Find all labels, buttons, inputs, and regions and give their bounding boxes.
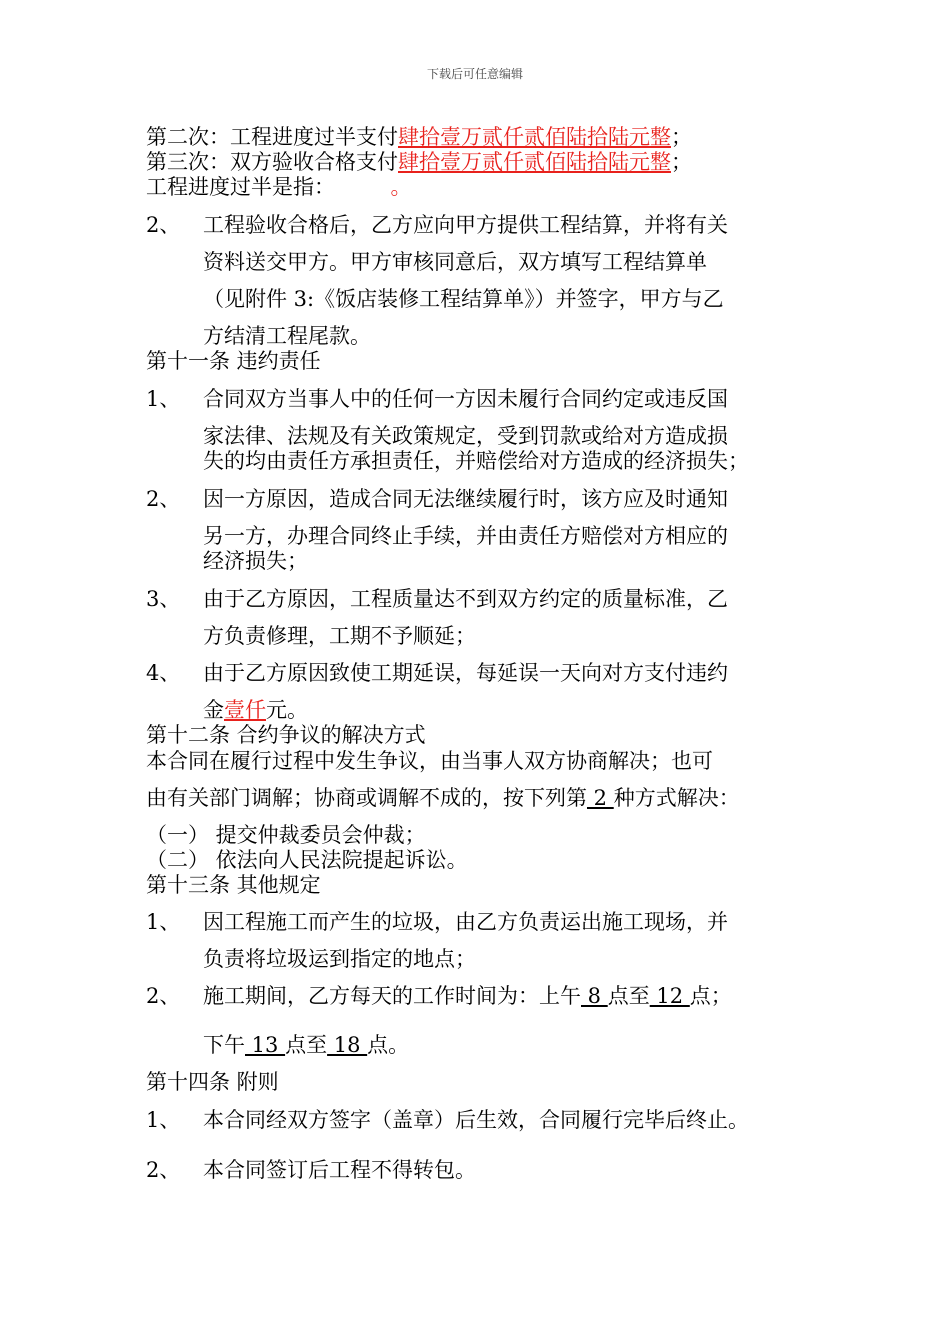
payment-half-label: 工程进度过半是指： xyxy=(146,175,325,199)
art10-item2-line: （见附件 3:《饭店装修工程结算单》）并签字，甲方与乙 xyxy=(203,287,724,311)
afternoon-end-hour: 18 xyxy=(327,1033,368,1057)
art12-option2: （二） 依法向人民法院提起诉讼。 xyxy=(146,848,468,872)
art10-item2-line: 工程验收合格后，乙方应向甲方提供工程结算，并将有关 xyxy=(203,213,728,237)
art11-title: 第十一条 违约责任 xyxy=(146,349,321,373)
art11-item1-line: 家法律、法规及有关政策规定，受到罚款或给对方造成损 xyxy=(203,424,728,448)
morning-end-hour: 12 xyxy=(649,984,690,1008)
art11-item4-line1: 由于乙方原因致使工期延误，每延误一天向对方支付违约 xyxy=(203,661,728,685)
art10-item2-number: 2、 xyxy=(146,213,181,237)
art11-item4-suffix: 元。 xyxy=(266,698,308,722)
dispute-method-choice: 2 xyxy=(587,786,614,810)
art14-title: 第十四条 附则 xyxy=(146,1070,279,1094)
art14-item1-line: 本合同经双方签字（盖章）后生效，合同履行完毕后终止。 xyxy=(203,1108,749,1132)
art12-line2-prefix: 由有关部门调解；协商或调解不成的，按下列第 xyxy=(146,786,587,810)
payment-third-label: 第三次：双方验收合格支付 xyxy=(146,150,398,174)
art11-item3-line: 方负责修理，工期不予顺延； xyxy=(203,624,476,648)
art10-item2-line: 方结清工程尾款。 xyxy=(203,324,371,348)
payment-half-value: 。 xyxy=(390,175,412,199)
art11-item3-number: 3、 xyxy=(146,587,181,611)
art11-item2-line: 因一方原因，造成合同无法继续履行时，该方应及时通知 xyxy=(203,487,728,511)
art13-item1-line: 因工程施工而产生的垃圾，由乙方负责运出施工现场，并 xyxy=(203,910,728,934)
art12-line1: 本合同在履行过程中发生争议，由当事人双方协商解决；也可 xyxy=(146,749,713,773)
work-hours-to: 点至 xyxy=(607,984,650,1008)
work-hours-suffix: 点； xyxy=(689,984,732,1008)
art12-line2-suffix: 种方式解决： xyxy=(613,786,740,810)
art11-item1-line: 合同双方当事人中的任何一方因未履行合同约定或违反国 xyxy=(203,387,728,411)
work-hours-prefix: 施工期间，乙方每天的工作时间为：上午 xyxy=(203,984,581,1008)
payment-second-line xyxy=(146,124,692,150)
art11-item3-line: 由于乙方原因，工程质量达不到双方约定的质量标准，乙 xyxy=(203,587,728,611)
art11-item4-prefix: 金 xyxy=(203,698,224,722)
art10-item2-line: 资料送交甲方。甲方审核同意后，双方填写工程结算单 xyxy=(203,250,707,274)
art13-item1-number: 1、 xyxy=(146,910,181,934)
payment-second-label: 第二次：工程进度过半支付 xyxy=(146,125,398,149)
page-header: 下载后可任意编辑 xyxy=(426,67,523,81)
morning-start-hour: 8 xyxy=(581,984,608,1008)
art13-item2-line2 xyxy=(203,1032,409,1058)
afternoon-start-hour: 13 xyxy=(245,1033,286,1057)
payment-half-line xyxy=(146,174,412,200)
afternoon-prefix: 下午 xyxy=(203,1033,245,1057)
payment-third-line xyxy=(146,149,692,175)
art13-item2-number: 2、 xyxy=(146,984,181,1008)
payment-second-end: ； xyxy=(671,125,692,149)
art14-item2-number: 2、 xyxy=(146,1158,181,1182)
art13-title: 第十三条 其他规定 xyxy=(146,873,321,897)
art11-item4-line2 xyxy=(203,697,308,723)
payment-third-amount: 肆拾壹万贰仟贰佰陆拾陆元整 xyxy=(398,150,671,174)
art12-title: 第十二条 合约争议的解决方式 xyxy=(146,723,426,747)
payment-second-amount: 肆拾壹万贰仟贰佰陆拾陆元整 xyxy=(398,125,671,149)
art11-item1-line: 失的均由责任方承担责任，并赔偿给对方造成的经济损失； xyxy=(203,449,749,473)
afternoon-suffix: 点。 xyxy=(367,1033,410,1057)
afternoon-to: 点至 xyxy=(285,1033,328,1057)
art13-item1-line: 负责将垃圾运到指定的地点； xyxy=(203,947,476,971)
penalty-amount: 壹仟 xyxy=(224,698,266,722)
art11-item2-line: 另一方，办理合同终止手续，并由责任方赔偿对方相应的 xyxy=(203,524,728,548)
art12-line2 xyxy=(146,785,740,811)
art12-option1: （一） 提交仲裁委员会仲裁； xyxy=(146,823,426,847)
art13-item2-line1 xyxy=(203,983,732,1009)
art11-item2-line: 经济损失； xyxy=(203,549,308,573)
art11-item1-number: 1、 xyxy=(146,387,181,411)
art14-item1-number: 1、 xyxy=(146,1108,181,1132)
art11-item4-number: 4、 xyxy=(146,661,181,685)
art14-item2-line: 本合同签订后工程不得转包。 xyxy=(203,1158,476,1182)
art11-item2-number: 2、 xyxy=(146,487,181,511)
payment-third-end: ； xyxy=(671,150,692,174)
